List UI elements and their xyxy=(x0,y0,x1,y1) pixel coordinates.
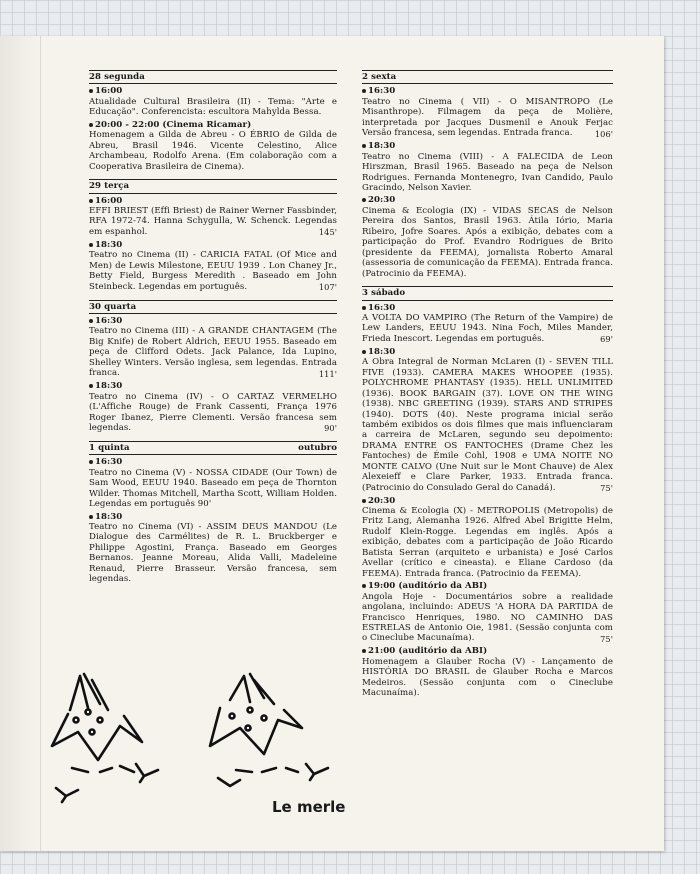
program-entry xyxy=(362,195,613,279)
program-entry xyxy=(362,581,613,644)
entry-duration: 111' xyxy=(318,368,337,379)
program-entry xyxy=(362,646,613,698)
entry-description: Homenagem a Glauber Rocha (V) - Lançamento de HISTÓRIA DO BRASIL de Glauber Rocha e Marcos Medeiros. (Sessão conjunta com o Cineclube Macunaíma). xyxy=(362,656,613,699)
day-label: 1 quinta xyxy=(89,442,130,453)
le-merle-logo: Le merle xyxy=(272,798,346,816)
entry-time: 18:30 xyxy=(89,381,337,391)
day-heading xyxy=(362,70,613,84)
entry-time: 16:30 xyxy=(89,316,337,326)
day-heading xyxy=(89,300,337,314)
entry-description: Teatro no Cinema (V) - NOSSA CIDADE (Our Town) de Sam Wood, EEUU 1940. Baseado em peça de Thornton Wilder. Thomas Mitchell, Martha Scott, William Holden. Legendas em português 90' xyxy=(89,467,337,510)
entry-duration: 75' xyxy=(600,483,613,494)
bird-illustration xyxy=(40,668,340,808)
entry-description: Angola Hoje - Documentários sobre a realidade angolana, incluindo: ADEUS 'A HORA DA PARTIDA de Francisco Henriques, 1980. NO CAMINHO DAS ESTRELAS de Antonio Oie, 1981. (Sessão conjunta com o Cineclube Macunaíma). xyxy=(362,591,613,644)
entry-time: 16:00 xyxy=(89,86,337,96)
entry-time: 18:30 xyxy=(362,141,613,151)
entry-description: Teatro no Cinema (III) - A GRANDE CHANTAGEM (The Big Knife) de Robert Aldrich, EEUU 1955. Baseado em peça de Clifford Odets. Jack Palance, Ida Lupino, Shelley Winters. Versão inglesa, sem legendas. Entrada franca. xyxy=(89,326,337,379)
left-column xyxy=(89,70,337,585)
day-label: 30 quarta xyxy=(89,301,137,312)
entry-description: Teatro no Cinema (II) - CARICIA FATAL (Of Mice and Men) de Lewis Milestone, EEUU 1939 . Lon Chaney Jr., Betty Field, Burgess Meredith . Baseado em John Steinbeck. Legendas em português. xyxy=(89,250,337,292)
program-entry xyxy=(89,120,337,172)
entry-duration: 145' xyxy=(318,227,337,238)
entry-description: Atualidade Cultural Brasileira (II) - Tema: "Arte e Educação". Conferencista: escultora Mahylda Bessa. xyxy=(89,96,337,118)
day-section xyxy=(89,434,337,585)
entry-time: 20:30 xyxy=(362,195,613,205)
program-entry xyxy=(89,86,337,117)
entry-description: EFFI BRIEST (Effi Briest) de Rainer Werner Fassbinder, RFA 1972-74. Hanna Schygulla, W. Schenck. Legendas em espanhol. xyxy=(89,205,337,237)
month-label: outubro xyxy=(298,442,337,453)
program-entry xyxy=(89,240,337,293)
entry-description: Homenagem a Gilda de Abreu - O ÉBRIO de Gilda de Abreu, Brasil 1946. Vicente Celestino, Alice Archambeau, Rodolfo Arena. (Em colaboração com a Cooperativa Brasileira de Cinema). xyxy=(89,130,337,172)
program-entry xyxy=(362,141,613,193)
program-entry xyxy=(362,86,613,139)
entry-duration: 107' xyxy=(318,282,337,293)
entry-duration: 75' xyxy=(600,633,613,644)
entry-time: 16:30 xyxy=(362,86,613,96)
entry-description: Cinema & Ecologia (X) - METROPOLIS (Metropolis) de Fritz Lang, Alemanha 1926. Alfred Abel Brigitte Helm, Rudolf Klein-Rogge. Legendas em inglês. Após a exibição, debates com a participação de João Ricardo Batista Serran (arquiteto e urbanista) e José Carlos Avellar (crítico e cineasta). e Eliane Cardoso (da FEEMA). Entrada franca. (Patrocinio da FEEMA). xyxy=(362,506,613,579)
entry-description: Teatro no Cinema ( VII) - O MISANTROPO (Le Misanthrope). Filmagem da peça de Molière, interpretada por Jacques Dusmenil e Anouk Ferjac Versão francesa, sem legendas. Entrada franca. xyxy=(362,96,613,139)
entry-time: 16:30 xyxy=(89,457,337,467)
entry-description: A VOLTA DO VAMPIRO (The Return of the Vampire) de Lew Landers, EEUU 1943. Nina Foch, Miles Mander, Frieda Inescort. Legendas em português. xyxy=(362,312,613,344)
day-heading xyxy=(362,286,613,300)
program-entry xyxy=(89,381,337,434)
paper-fold xyxy=(0,36,41,851)
entry-duration: 90' xyxy=(324,423,337,434)
entry-time: 16:00 xyxy=(89,196,337,206)
day-label: 2 sexta xyxy=(362,72,397,82)
entry-time: 16:30 xyxy=(362,303,613,313)
entry-time: 21:00 (auditório da ABI) xyxy=(362,646,613,656)
program-entry xyxy=(89,316,337,379)
right-column xyxy=(362,70,613,699)
entry-duration: 106' xyxy=(594,128,613,139)
program-entry xyxy=(89,512,337,585)
program-entry xyxy=(362,303,613,345)
day-heading xyxy=(89,70,337,84)
day-section xyxy=(89,293,337,434)
entry-time: 18:30 xyxy=(89,512,337,522)
day-section xyxy=(89,172,337,292)
entry-time: 18:30 xyxy=(362,347,613,357)
entry-description: Teatro no Cinema (VI) - ASSIM DEUS MANDOU (Le Dialogue des Carmélites) de R. L. Bruckberger e Philippe Agostini, França. Baseado em Georges Bernanos. Jeanne Moreau, Alida Valli, Madeleine Renaud, Pierre Brasseur. Versão francesa, sem legendas. xyxy=(89,522,337,585)
entry-description: Teatro no Cinema (VIII) - A FALECIDA de Leon Hirszman, Brasil 1965. Baseado na peça de Nelson Rodrigues. Fernanda Montenegro, Ivan Candido, Paulo Gracindo, Nelson Xavier. xyxy=(362,151,613,193)
day-label: 29 terça xyxy=(89,181,130,192)
program-entry xyxy=(362,496,613,580)
program-entry xyxy=(362,347,613,494)
day-label: 28 segunda xyxy=(89,72,145,82)
entry-description: A Obra Integral de Norman McLaren (I) - SEVEN TILL FIVE (1933). CAMERA MAKES WHOOPEE (1935). POLYCHROME PHANTASY (1935). HELL UNLIMITED (1936). BOOK BARGAIN (37). LOVE ON THE WING (1938). NBC GREETING (1939). STARS AND STRIPES (1940). DOTS (40). Neste programa inicial serão também exibidos os dois filmes que mais influenciaram a carreira de McLaren, segundo seu depoimento: DRAMA ENTRE OS FANTOCHES (Drame Chez les Fantoches) de Émile Cohl, 1908 e UMA NOITE NO MONTE CALVO (Une Nuit sur le Mont Chauve) de Alex Alexeieff e Clare Parker, 1933. Entrada franca. (Patrocinio do Consulado Geral do Canadá). xyxy=(362,357,613,493)
entry-time: 20:30 xyxy=(362,496,613,506)
day-label: 3 sábado xyxy=(362,288,406,299)
day-heading xyxy=(89,441,337,455)
entry-duration: 69' xyxy=(600,334,613,345)
entry-description: Cinema & Ecologia (IX) - VIDAS SECAS de Nelson Pereira dos Santos, Brasil 1963. Átila Iório, Maria Ribeiro, Jofre Soares. Após a exibição, debates com a participação do Prof. Evandro Rodrigues de Brito (presidente da FEEMA), jornalista Roberto Amaral (assessoria de comunicação da FEEMA). Entrada franca. (Patrocinio da FEEMA). xyxy=(362,205,613,279)
day-section xyxy=(89,70,337,172)
entry-time: 18:30 xyxy=(89,240,337,250)
program-entry xyxy=(89,457,337,509)
entry-description: Teatro no Cinema (IV) - O CARTAZ VERMELHO (L'Affiche Rouge) de Frank Cassenti, França 1976 Roger Ibanez, Pierre Clementi. Versão francesa sem legendas. xyxy=(89,391,337,433)
day-heading xyxy=(89,179,337,193)
entry-time: 20:00 - 22:00 (Cinema Ricamar) xyxy=(89,120,337,130)
day-section xyxy=(362,70,613,279)
program-entry xyxy=(89,196,337,238)
day-section xyxy=(362,279,613,699)
entry-time: 19:00 (auditório da ABI) xyxy=(362,581,613,591)
